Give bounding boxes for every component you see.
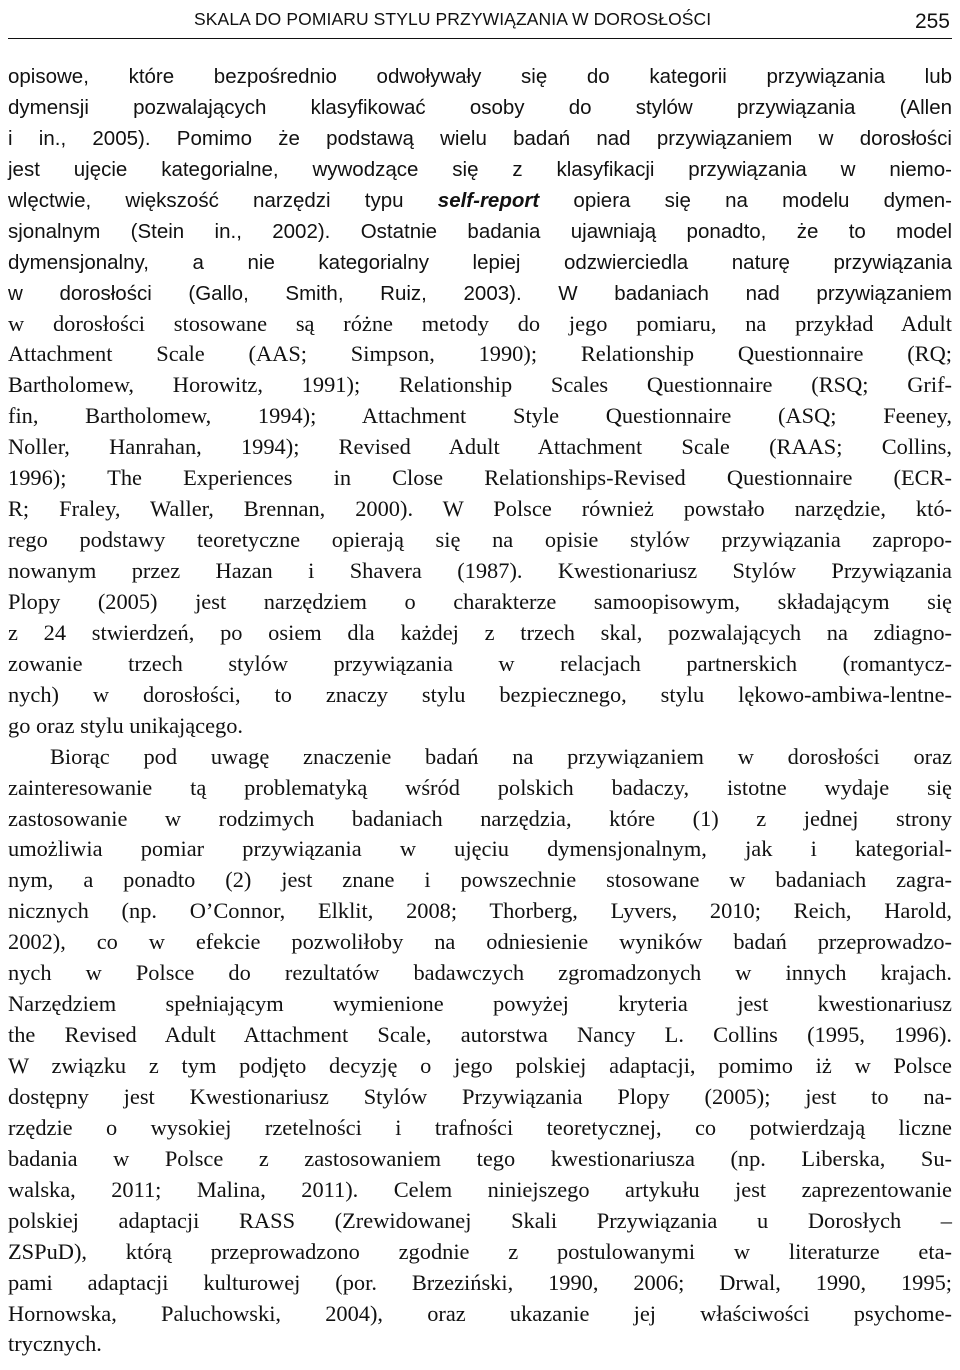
- italic-term: self-report: [437, 188, 540, 212]
- text-segment: i in., 2005). Pomimo że podstawą wielu badań nad przywiązaniem w dorosłości: [8, 126, 952, 150]
- text-line: [8, 339, 952, 370]
- text-segment: zainteresowanie tą problematyką wśród polskich badaczy, istotne wydaje się: [8, 774, 952, 800]
- text-line: [8, 1299, 952, 1330]
- text-line: [8, 309, 952, 340]
- text-line: [8, 92, 952, 123]
- text-segment: Bartholomew, Horowitz, 1991); Relationship Scales Questionnaire (RSQ; Grif-: [8, 372, 952, 398]
- text-line: [8, 680, 952, 711]
- paragraph: [8, 742, 952, 1361]
- text-segment: Plopy (2005) jest narzędziem o charakterze samoopisowym, składającym się: [8, 588, 952, 614]
- text-segment: fin, Bartholomew, 1994); Attachment Style Questionnaire (ASQ; Feeney,: [8, 403, 952, 429]
- text-segment: polskiej adaptacji RASS (Zrewidowanej Skali Przywiązania u Dorosłych –: [8, 1207, 952, 1233]
- text-line: [8, 587, 952, 618]
- text-segment: zowanie trzech stylów przywiązania w relacjach partnerskich (romantycz-: [8, 650, 952, 676]
- text-line: [8, 958, 952, 989]
- text-segment: the Revised Adult Attachment Scale, autorstwa Nancy L. Collins (1995, 1996).: [8, 1022, 952, 1048]
- text-line: [8, 216, 952, 247]
- text-line: [8, 834, 952, 865]
- text-segment: W związku z tym podjęto decyzję o jego polskiej adaptacji, pomimo iż w Polsce: [8, 1053, 952, 1078]
- text-line: [8, 247, 952, 278]
- text-line: [8, 1268, 952, 1299]
- text-segment: walska, 2011; Malina, 2011). Celem niniejszego artykułu jest zaprezentowanie: [8, 1176, 952, 1202]
- text-segment: opiera się na modelu dymen-: [539, 188, 952, 212]
- text-line: [8, 927, 952, 958]
- text-segment: rego podstawy teoretyczne opierają się na opisie stylów przywiązania zapropo-: [8, 527, 952, 553]
- text-segment: dostępny jest Kwestionariusz Stylów Przywiązania Plopy (2005); jest to na-: [8, 1083, 952, 1109]
- text-segment: 2002), co w efekcie pozwoliłoby na odniesienie wyników badań przeprowadzo-: [8, 929, 952, 955]
- text-line: [8, 278, 952, 309]
- text-line: [8, 804, 952, 835]
- text-segment: sjonalnym (Stein in., 2002). Ostatnie badania ujawniają ponadto, że to model: [8, 219, 952, 243]
- text-line: [8, 61, 952, 92]
- text-line: [8, 896, 952, 927]
- paragraph: [8, 61, 952, 742]
- text-segment: ZSPuD), którą przeprowadzono zgodnie z postulowanymi w literaturze eta-: [8, 1238, 952, 1264]
- text-segment: wlęctwie, większość narzędzi typu: [8, 188, 438, 212]
- text-segment: opisowe, które bezpośrednio odwoływały się do kategorii przywiązania lub: [8, 65, 952, 88]
- text-segment: 1996); The Experiences in Close Relationships-Revised Questionnaire (ECR-: [8, 465, 952, 491]
- text-line: [8, 401, 952, 432]
- text-line: [8, 123, 952, 154]
- text-segment: trycznych.: [8, 1331, 102, 1357]
- text-line: [8, 649, 952, 680]
- text-line: [8, 1113, 952, 1144]
- text-line: [8, 494, 952, 525]
- text-segment: rzędzie o wysokiej rzetelności i trafności teoretycznej, co potwierdzają liczne: [8, 1114, 952, 1140]
- text-segment: nowanym przez Hazan i Shavera (1987). Kwestionariusz Stylów Przywiązania: [8, 558, 952, 583]
- text-line: [8, 865, 952, 896]
- text-segment: badania w Polsce z zastosowaniem tego kwestionariusza (np. Liberska, Su-: [8, 1145, 952, 1171]
- text-line: [8, 1175, 952, 1206]
- text-line: [8, 1082, 952, 1113]
- text-line: [8, 1206, 952, 1237]
- text-line: [8, 1051, 952, 1082]
- text-line: [8, 1020, 952, 1051]
- text-segment: w dorosłości (Gallo, Smith, Ruiz, 2003). W badaniach nad przywiązaniem: [8, 281, 952, 305]
- text-segment: R; Fraley, Waller, Brennan, 2000). W Polsce również powstało narzędzie, któ-: [8, 496, 952, 522]
- text-segment: z 24 stwierdzeń, po osiem dla każdej z trzech skal, pozwalających na zdiagno-: [8, 619, 952, 645]
- text-segment: Noller, Hanrahan, 1994); Revised Adult Attachment Scale (RAAS; Collins,: [8, 434, 952, 460]
- body-text: [8, 61, 952, 1360]
- text-segment: zastosowanie w rodzimych badaniach narzędzia, które (1) z jednej strony: [8, 805, 952, 831]
- text-segment: umożliwia pomiar przywiązania w ujęciu dymensjonalnym, jak i kategorial-: [8, 836, 952, 862]
- text-segment: Biorąc pod uwagę znaczenie badań na przywiązaniem w dorosłości oraz: [50, 743, 952, 769]
- text-line: [8, 1144, 952, 1175]
- text-line: [8, 463, 952, 494]
- text-segment: jest ujęcie kategorialne, wywodzące się z klasyfikacji przywiązania w niemo-: [8, 157, 952, 181]
- text-line: [8, 185, 952, 216]
- text-line: [8, 1329, 952, 1360]
- text-segment: Hornowska, Paluchowski, 2004), oraz ukazanie jej właściwości psychome-: [8, 1300, 952, 1326]
- text-line: [8, 556, 952, 587]
- page-number: 255: [914, 10, 950, 33]
- text-line: [8, 742, 952, 773]
- text-segment: pami adaptacji kulturowej (por. Brzeziński, 1990, 2006; Drwal, 1990, 1995;: [8, 1269, 952, 1295]
- text-segment: dymensjonalny, a nie kategorialny lepiej odzwierciedla naturę przywiązania: [8, 250, 952, 274]
- text-line: [8, 525, 952, 556]
- text-segment: nym, a ponadto (2) jest znane i powszechnie stosowane w badaniach zagra-: [8, 867, 952, 893]
- text-segment: dymensji pozwalających klasyfikować osoby do stylów przywiązania (Allen: [8, 95, 952, 119]
- text-segment: nych) w dorosłości, to znaczy stylu bezpiecznego, stylu lękowo-ambiwa-lentne-: [8, 681, 952, 707]
- text-line: [8, 154, 952, 185]
- text-segment: Narzędziem spełniającym wymienione powyżej kryteria jest kwestionariusz: [8, 991, 952, 1017]
- text-segment: nych w Polsce do rezultatów badawczych zgromadzonych w innych krajach.: [8, 960, 952, 986]
- text-line: [8, 370, 952, 401]
- text-segment: w dorosłości stosowane są różne metody do jego pomiaru, na przykład Adult: [8, 310, 952, 336]
- text-line: [8, 1237, 952, 1268]
- text-segment: go oraz stylu unikającego.: [8, 712, 244, 738]
- page-header: [8, 4, 952, 39]
- text-segment: nicznych (np. O’Connor, Elklit, 2008; Thorberg, Lyvers, 2010; Reich, Harold,: [8, 898, 952, 924]
- text-line: [8, 711, 952, 742]
- text-segment: Attachment Scale (AAS; Simpson, 1990); Relationship Questionnaire (RQ;: [8, 341, 952, 367]
- text-line: [8, 432, 952, 463]
- text-line: [8, 989, 952, 1020]
- text-line: [8, 773, 952, 804]
- text-line: [8, 618, 952, 649]
- running-title: SKALA DO POMIARU STYLU PRZYWIĄZANIA W DOROSŁOŚCI: [194, 9, 712, 29]
